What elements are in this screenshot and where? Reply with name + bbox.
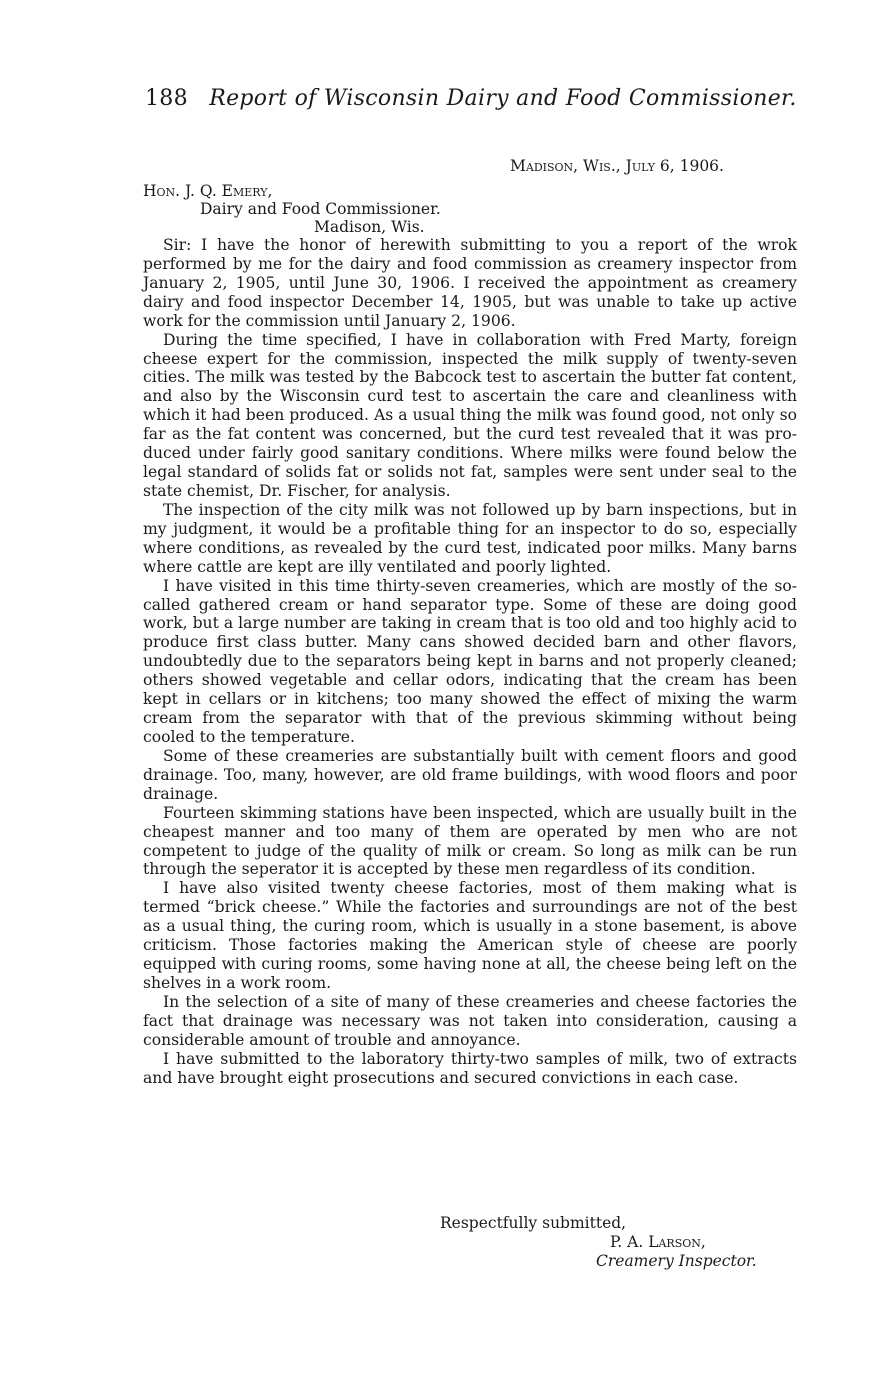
body-paragraph: In the selection of a site of many of these creameries and cheese factories the fact that drainage was necessary was not taken into consideration, causing a considerable amount of trouble and annoyance. [143, 992, 797, 1049]
body-paragraph: The inspection of the city milk was not followed up by barn inspections, but in my judgment, it would be a profitable thing for an inspector to do so, especially where conditions, as revealed by the curd test, indicated poor milks. Many barns where cattle are kept are illy ventilated and poorly lighted. [143, 500, 797, 576]
body-paragraph: Fourteen skimming stations have been inspected, which are usually built in the cheapest manner and too many of them are operated by men who are not competent to judge of the quality of milk or cream. So long as milk can be run through the seperator it is accepted by these men regardless of its condition. [143, 803, 797, 879]
running-header [145, 86, 797, 111]
addressee-name: Hon. J. Q. Emery, [143, 182, 273, 200]
addressee-title: Dairy and Food Commissioner. [200, 200, 441, 218]
body-paragraph: I have visited in this time thirty-seven creameries, which are mostly of the so-called gathered cream or hand separator type. Some of these are doing good work, but a large number are taking in cream that is too old and too highly acid to produce first class butter. Many cans showed decided barn and other flavors, undoubtedly due to the separators being kept in barns and not properly cleaned; others showed vegetable and cellar odors, indicating that the cream has been kept in cellars or in kitchens; too many showed the effect of mixing the warm cream from the separator with that of the previous skimming without being cooled to the temperature. [143, 576, 797, 746]
body-paragraph: Sir: I have the honor of herewith submitting to you a report of the wrok performed by me for the dairy and food commission as creamery inspector from January 2, 1905, until June 30, 1906. I received the appointment as creamery dairy and food inspector December 14, 1905, but was unable to take up active work for the commission until January 2, 1906. [143, 236, 797, 330]
complimentary-close: Respectfully submitted, [440, 1214, 627, 1232]
running-title: Report of Wisconsin Dairy and Food Commissioner. [209, 86, 797, 111]
addressee-location: Madison, Wis. [314, 218, 425, 236]
signature-title: Creamery Inspector. [596, 1252, 757, 1270]
signature-name: P. A. Larson, [610, 1233, 706, 1251]
letter-body [143, 236, 797, 1087]
body-paragraph: Some of these creameries are substantially built with cement floors and good drainage. Too, many, however, are old frame buildings, with wood floors and poor drainage. [143, 746, 797, 803]
body-paragraph: I have also visited twenty cheese factories, most of them making what is termed “brick cheese.” While the factories and surroundings are not of the best as a usual thing, the curing room, which is usually in a stone basement, is above criticism. Those factories making the American style of cheese are poorly equipped with curing rooms, some having none at all, the cheese being left on the shelves in a work room. [143, 879, 797, 992]
body-paragraph: I have submitted to the laboratory thirty-two samples of milk, two of extracts and have brought eight prosecutions and secured convictions in each case. [143, 1049, 797, 1087]
page-number: 188 [145, 86, 188, 111]
letter-dateline: Madison, Wis., July 6, 1906. [510, 157, 724, 175]
body-paragraph: During the time specified, I have in collaboration with Fred Marty, foreign cheese expert for the commission, inspected the milk supply of twenty-seven cities. The milk was tested by the Babcock test to ascertain the butter fat content, and also by the Wisconsin curd test to ascertain the care and cleanliness with which it had been produced. As a usual thing the milk was found good, not only so far as the fat content was concerned, but the curd test revealed that it was produced under fairly good sanitary conditions. Where milks were found below the legal standard of solids fat or solids not fat, samples were sent under seal to the state chemist, Dr. Fischer, for analysis. [143, 330, 797, 500]
